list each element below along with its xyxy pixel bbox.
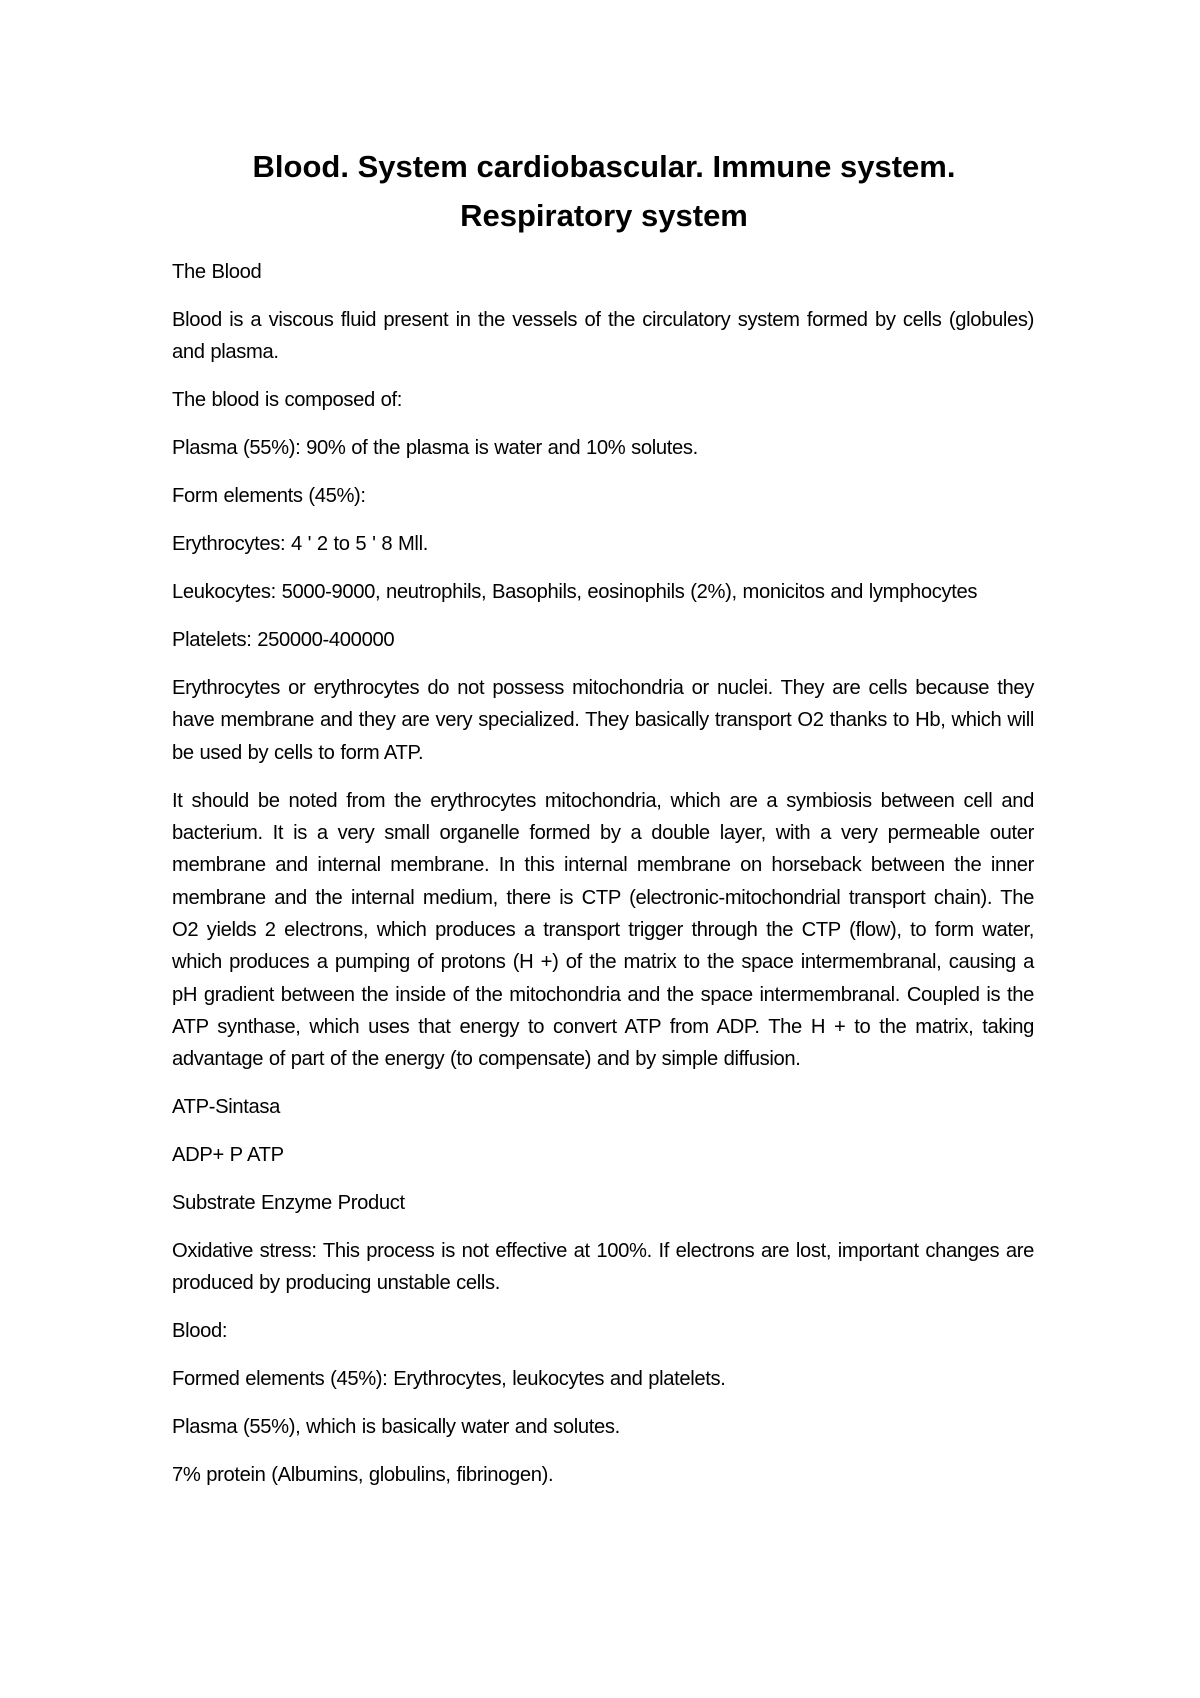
paragraph-atp-sintasa: ATP-Sintasa	[172, 1096, 280, 1119]
document-body	[172, 256, 1034, 1507]
section-heading-the-blood: The Blood	[172, 261, 262, 283]
paragraph-platelets: Platelets: 250000-400000	[172, 629, 395, 652]
paragraph-erythrocytes-count: Erythrocytes: 4 ' 2 to 5 ' 8 Mll.	[172, 533, 428, 556]
paragraph-composition-intro: The blood is composed of:	[172, 389, 403, 412]
paragraph-blood-definition: Blood is a viscous fluid present in the vessels of the circulatory system formed by cells (globules) and plasma.	[172, 308, 1034, 364]
paragraph-plasma: Plasma (55%): 90% of the plasma is water and 10% solutes.	[172, 437, 698, 460]
paragraph-form-elements: Form elements (45%):	[172, 485, 366, 508]
document-title-line-1: Blood. System cardiobascular. Immune system.	[252, 149, 956, 184]
paragraph-adp-p-atp: ADP+ P ATP	[172, 1144, 284, 1167]
paragraph-formed-elements: Formed elements (45%): Erythrocytes, leukocytes and platelets.	[172, 1368, 726, 1391]
paragraph-mitochondria: It should be noted from the erythrocytes mitochondria, which are a symbiosis between cell and bacterium. It is a very small organelle formed by a double layer, with a very permeable outer membrane and internal membrane. In this internal membrane on horseback between the inner membrane and the internal medium, there is CTP (electronic-mitochondrial transport chain). The O2 yields 2 electrons, which produces a transport trigger through the CTP (flow), to form water, which produces a pumping of protons (H +) of the matrix to the space intermembranal, causing a pH gradient between the inside of the mitochondria and the space intermembranal. Coupled is the ATP synthase, which uses that energy to convert ATP from ADP. The H + to the matrix, taking advantage of part of the energy (to compensate) and by simple diffusion.	[172, 789, 1034, 1071]
paragraph-leukocytes: Leukocytes: 5000-9000, neutrophils, Basophils, eosinophils (2%), monicitos and lymphocytes	[172, 581, 978, 604]
document-title-line-2: Respiratory system	[460, 198, 748, 233]
paragraph-plasma-solutes: Plasma (55%), which is basically water and solutes.	[172, 1416, 620, 1439]
paragraph-oxidative-stress: Oxidative stress: This process is not effective at 100%. If electrons are lost, important changes are produced by producing unstable cells.	[172, 1240, 1034, 1295]
paragraph-blood-label: Blood:	[172, 1320, 228, 1343]
paragraph-erythrocytes-description: Erythrocytes or erythrocytes do not possess mitochondria or nuclei. They are cells because they have membrane and they are very specialized. They basically transport O2 thanks to Hb, which will be used by cells to form ATP.	[172, 677, 1034, 764]
paragraph-substrate-enzyme-product: Substrate Enzyme Product	[172, 1192, 405, 1215]
paragraph-protein: 7% protein (Albumins, globulins, fibrinogen).	[172, 1464, 554, 1487]
